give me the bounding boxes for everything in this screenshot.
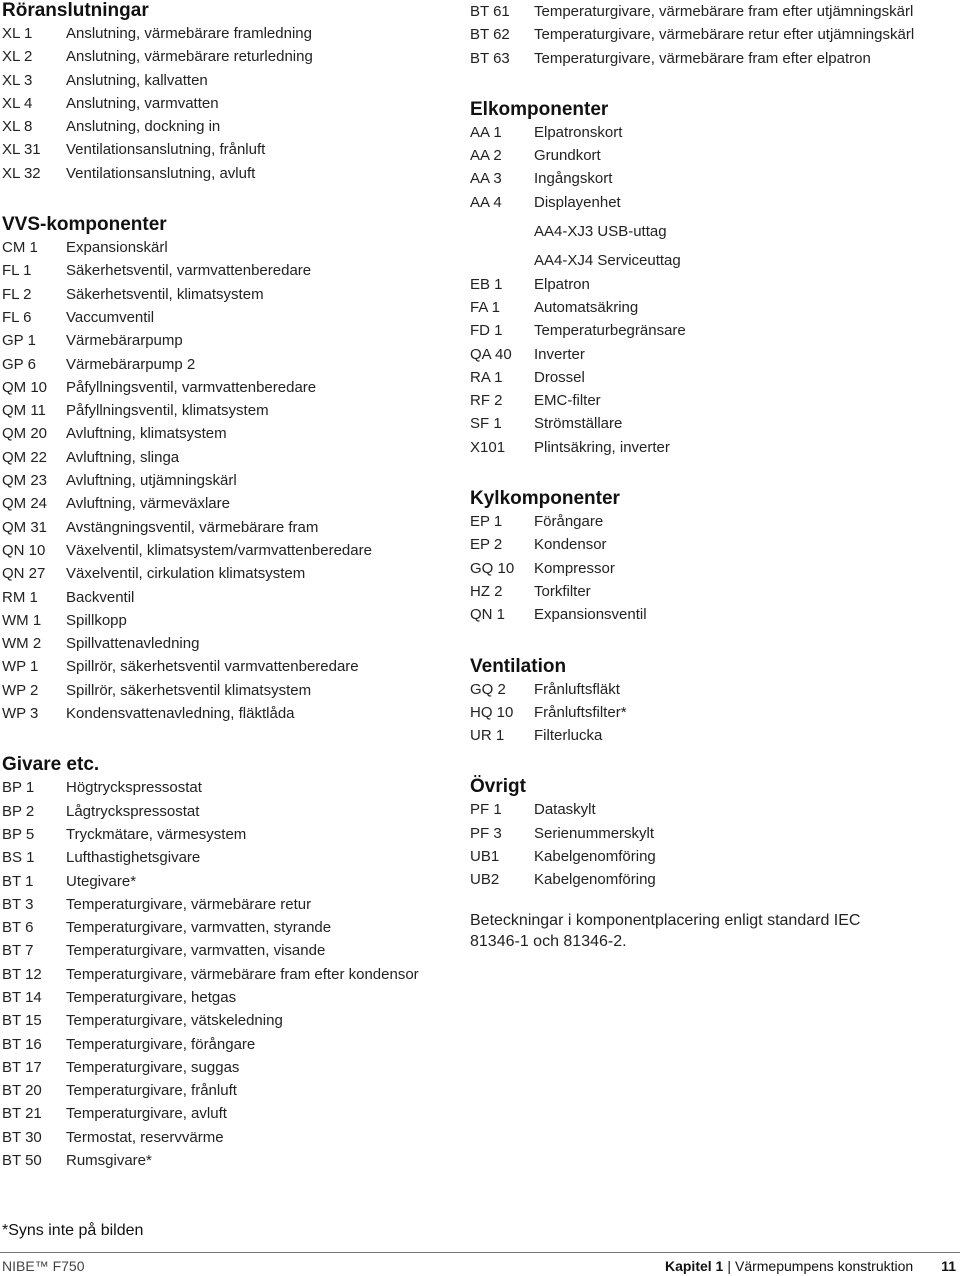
- component-description: Avstängningsventil, värmebärare fram: [66, 518, 319, 536]
- component-code: EP 1: [470, 513, 503, 531]
- component-code: BT 20: [2, 1082, 42, 1100]
- right-column: [470, 0, 920, 968]
- component-code: BT 21: [2, 1105, 42, 1123]
- section-title-ovrigt: Övrigt: [470, 776, 526, 798]
- component-description: Elpatronskort: [534, 123, 623, 141]
- component-code: X101: [470, 438, 506, 456]
- component-description: Värmebärarpump 2: [66, 355, 196, 373]
- list-item: [2, 986, 442, 1009]
- component-code: HZ 2: [470, 582, 503, 600]
- list-item: [470, 273, 920, 296]
- list-item: [470, 533, 920, 556]
- list-item: [470, 822, 920, 845]
- component-code: GP 6: [2, 355, 36, 373]
- list-item: [470, 167, 920, 190]
- component-code: AA 2: [470, 147, 502, 165]
- list-item: [2, 399, 442, 422]
- list-item: [2, 1102, 442, 1125]
- component-description: Backventil: [66, 588, 135, 606]
- component-code: WP 1: [2, 658, 39, 676]
- component-code: XL 3: [2, 71, 33, 89]
- component-code: UB1: [470, 848, 500, 866]
- list-item: [470, 678, 920, 701]
- component-description: Lufthastighetsgivare: [66, 849, 201, 867]
- list-item: [470, 121, 920, 144]
- component-description: Spillrör, säkerhetsventil varmvattenberedare: [66, 658, 359, 676]
- list-item: [470, 557, 920, 580]
- list-item: [470, 724, 920, 747]
- list-item: [2, 679, 442, 702]
- section-title-kylkomponenter: Kylkomponenter: [470, 488, 620, 510]
- footer-divider: [0, 1252, 960, 1253]
- list-vvs: [2, 236, 442, 725]
- list-item: [2, 1009, 442, 1032]
- component-code: PF 1: [470, 801, 502, 819]
- component-code: QM 11: [2, 402, 46, 420]
- list-item: [470, 144, 920, 167]
- list-elkomponenter: [470, 121, 920, 459]
- footnote: *Syns inte på bilden: [2, 1222, 144, 1239]
- list-item: [2, 702, 442, 725]
- list-item: [2, 329, 442, 352]
- list-item: [470, 23, 920, 46]
- component-code: QM 31: [2, 518, 48, 536]
- component-description: Dataskylt: [534, 801, 596, 819]
- component-code: BT 30: [2, 1128, 42, 1146]
- list-item: [470, 412, 920, 435]
- list-item: [2, 353, 442, 376]
- component-code: AA 4: [470, 193, 502, 211]
- component-description: Spillvattenavledning: [66, 635, 200, 653]
- component-description: Säkerhetsventil, klimatsystem: [66, 285, 264, 303]
- component-code: [470, 249, 534, 272]
- component-description: Temperaturbegränsare: [534, 322, 686, 340]
- component-code: QN 27: [2, 565, 46, 583]
- component-code: XL 32: [2, 164, 41, 182]
- list-item: [2, 236, 442, 259]
- component-description: Lågtryckspressostat: [66, 802, 200, 820]
- component-description: Torkfilter: [534, 582, 591, 600]
- component-code: BP 1: [2, 779, 35, 797]
- component-description: Termostat, reservvärme: [66, 1128, 224, 1146]
- component-code: BT 16: [2, 1035, 42, 1053]
- component-code: XL 1: [2, 25, 33, 42]
- list-item: [2, 376, 442, 399]
- component-code: EB 1: [470, 275, 503, 293]
- component-code: QM 22: [2, 448, 48, 466]
- list-item: [2, 939, 442, 962]
- list-item: [2, 586, 442, 609]
- component-description: AA4-XJ3 USB-uttag: [534, 223, 667, 241]
- component-description: Ventilationsanslutning, avluft: [66, 164, 256, 182]
- component-description: Avluftning, utjämningskärl: [66, 472, 237, 490]
- component-code: UR 1: [470, 727, 505, 745]
- component-code: GQ 2: [470, 680, 506, 698]
- component-description: Temperaturgivare, värmebärare fram efter kondensor: [66, 965, 419, 983]
- section-title-givare: Givare etc.: [2, 754, 100, 776]
- component-code: SF 1: [470, 415, 502, 433]
- list-roranslutningar: [2, 22, 442, 185]
- list-item: [2, 1126, 442, 1149]
- component-code: AA 1: [470, 123, 502, 141]
- component-description: Avluftning, värmeväxlare: [66, 495, 230, 513]
- component-description: Expansionskärl: [66, 239, 168, 257]
- component-code: BP 5: [2, 825, 35, 843]
- component-code: BT 14: [2, 988, 42, 1006]
- component-description: Temperaturgivare, vätskeledning: [66, 1012, 283, 1030]
- component-code: QM 23: [2, 472, 48, 490]
- component-description: Filterlucka: [534, 727, 603, 745]
- footer-chapter-title: Värmepumpens konstruktion: [734, 1258, 914, 1274]
- list-item: [2, 45, 442, 68]
- list-item: [2, 22, 442, 45]
- component-code: WP 3: [2, 705, 39, 723]
- section-title-elkomponenter: Elkomponenter: [470, 98, 609, 120]
- component-code: QM 20: [2, 425, 48, 443]
- component-code: FD 1: [470, 322, 503, 340]
- component-code: XL 8: [2, 118, 33, 136]
- list-item: [470, 191, 920, 214]
- component-code: BT 61: [470, 3, 510, 20]
- component-code: QM 10: [2, 378, 48, 396]
- component-code: BT 1: [2, 872, 34, 890]
- component-description: Plintsäkring, inverter: [534, 438, 670, 456]
- list-item: [2, 1079, 442, 1102]
- component-description: Inverter: [534, 345, 585, 363]
- list-item: [2, 609, 442, 632]
- component-code: BS 1: [2, 849, 35, 867]
- component-description: Kabelgenomföring: [534, 848, 656, 866]
- list-item: [2, 115, 442, 138]
- component-code: XL 31: [2, 141, 41, 159]
- component-description: AA4-XJ4 Serviceuttag: [534, 252, 681, 270]
- list-item: [2, 422, 442, 445]
- list-item: [2, 1149, 442, 1172]
- list-item: [470, 603, 920, 626]
- list-item: [470, 868, 920, 891]
- list-item: [2, 870, 442, 893]
- component-code: RA 1: [470, 368, 503, 386]
- component-code: QN 1: [470, 606, 506, 624]
- component-description: Tryckmätare, värmesystem: [66, 825, 247, 843]
- component-description: Displayenhet: [534, 193, 621, 211]
- list-item: [470, 47, 920, 70]
- component-description: Förångare: [534, 513, 604, 531]
- list-item: [2, 655, 442, 678]
- component-code: WP 2: [2, 681, 39, 699]
- component-code: FL 1: [2, 262, 32, 280]
- component-code: XL 2: [2, 48, 33, 66]
- component-code: GP 1: [2, 332, 36, 350]
- list-item: [2, 823, 442, 846]
- component-description: Kompressor: [534, 559, 615, 577]
- component-code: QA 40: [470, 345, 512, 363]
- list-kylkomponenter: [470, 510, 920, 626]
- list-item: [2, 492, 442, 515]
- component-description: Anslutning, varmvatten: [66, 94, 219, 112]
- component-code: BT 50: [2, 1152, 42, 1170]
- component-code: QM 24: [2, 495, 48, 513]
- component-description: Expansionsventil: [534, 606, 647, 624]
- list-givare-cont: [470, 0, 920, 70]
- component-description: Rumsgivare*: [66, 1152, 152, 1170]
- component-code: BT 62: [470, 26, 510, 44]
- component-description: Drossel: [534, 368, 585, 386]
- component-code: BT 12: [2, 965, 42, 983]
- component-code: FL 2: [2, 285, 32, 303]
- component-code: [470, 220, 534, 243]
- component-description: Spillrör, säkerhetsventil klimatsystem: [66, 681, 312, 699]
- list-item: [2, 846, 442, 869]
- page-footer: [0, 1256, 960, 1276]
- list-item: [2, 516, 442, 539]
- component-description: Ventilationsanslutning, frånluft: [66, 141, 266, 159]
- component-description: EMC-filter: [534, 392, 601, 410]
- component-code: BT 7: [2, 942, 34, 960]
- list-item: [470, 798, 920, 821]
- component-description: Avluftning, slinga: [66, 448, 180, 466]
- list-item: [2, 283, 442, 306]
- component-description: Anslutning, värmebärare returledning: [66, 48, 313, 66]
- list-item: [2, 69, 442, 92]
- component-description: Temperaturgivare, varmvatten, styrande: [66, 919, 332, 937]
- component-description: Temperaturgivare, värmebärare retur: [66, 895, 312, 913]
- component-description: Temperaturgivare, hetgas: [66, 988, 237, 1006]
- component-code: BP 2: [2, 802, 35, 820]
- component-code: XL 4: [2, 94, 33, 112]
- component-description: Temperaturgivare, värmebärare fram efter elpatron: [534, 49, 871, 67]
- component-description: Vaccumventil: [66, 308, 155, 326]
- list-item: [2, 963, 442, 986]
- list-item: [2, 776, 442, 799]
- component-code: BT 15: [2, 1012, 42, 1030]
- list-item: [2, 893, 442, 916]
- list-ovrigt: [470, 798, 920, 891]
- list-item: [2, 916, 442, 939]
- component-code: BT 3: [2, 895, 34, 913]
- list-item: [2, 446, 442, 469]
- component-code: BT 17: [2, 1058, 42, 1076]
- list-item: [470, 249, 920, 272]
- component-description: Kondensvattenavledning, fläktlåda: [66, 705, 295, 723]
- footer-chapter-label: Kapitel 1: [664, 1258, 724, 1274]
- list-item: [470, 701, 920, 724]
- component-code: WM 1: [2, 611, 42, 629]
- component-description: Säkerhetsventil, varmvattenberedare: [66, 262, 312, 280]
- footer-product: NIBE™ F750: [2, 1258, 85, 1274]
- list-item: [2, 632, 442, 655]
- section-title-roranslutningar: Röranslutningar: [2, 0, 149, 21]
- component-description: Anslutning, dockning in: [66, 118, 221, 136]
- component-description: Spillkopp: [66, 611, 127, 629]
- section-title-ventilation: Ventilation: [470, 655, 567, 677]
- component-code: RF 2: [470, 392, 503, 410]
- list-item: [470, 296, 920, 319]
- component-description: Ingångskort: [534, 170, 613, 188]
- component-description: Temperaturgivare, värmebärare fram efter utjämningskärl: [534, 3, 914, 20]
- list-item: [2, 562, 442, 585]
- component-description: Högtryckspressostat: [66, 779, 202, 797]
- list-item: [470, 220, 920, 243]
- component-description: Frånluftsfläkt: [534, 680, 620, 698]
- footer-chapter: [665, 1258, 956, 1274]
- left-column: [2, 0, 442, 1172]
- component-description: Kondensor: [534, 536, 607, 554]
- component-code: AA 3: [470, 170, 502, 188]
- footer-separator: |: [727, 1258, 731, 1274]
- list-item: [2, 469, 442, 492]
- component-code: FL 6: [2, 308, 32, 326]
- list-item: [470, 436, 920, 459]
- component-description: Växelventil, cirkulation klimatsystem: [66, 565, 306, 583]
- list-item: [2, 306, 442, 329]
- list-givare: [2, 776, 442, 1172]
- component-description: Serienummerskylt: [534, 824, 655, 842]
- list-item: [470, 0, 920, 23]
- list-ventilation: [470, 678, 920, 748]
- component-code: QN 10: [2, 541, 46, 559]
- list-item: [470, 580, 920, 603]
- list-item: [2, 138, 442, 161]
- component-description: Temperaturgivare, förångare: [66, 1035, 256, 1053]
- page-number: 11: [941, 1258, 956, 1274]
- list-item: [2, 162, 442, 185]
- component-description: Strömställare: [534, 415, 623, 433]
- component-code: GQ 10: [470, 559, 515, 577]
- list-item: [2, 1056, 442, 1079]
- component-code: BT 63: [470, 49, 510, 67]
- component-code: PF 3: [470, 824, 502, 842]
- component-description: Temperaturgivare, avluft: [66, 1105, 227, 1123]
- list-item: [2, 800, 442, 823]
- list-item: [470, 389, 920, 412]
- component-description: Temperaturgivare, frånluft: [66, 1082, 237, 1100]
- list-item: [2, 539, 442, 562]
- component-code: CM 1: [2, 239, 38, 257]
- list-item: [2, 92, 442, 115]
- component-code: RM 1: [2, 588, 38, 606]
- component-description: Temperaturgivare, suggas: [66, 1058, 240, 1076]
- component-description: Anslutning, värmebärare framledning: [66, 25, 312, 42]
- component-description: Frånluftsfilter*: [534, 703, 627, 721]
- component-description: Temperaturgivare, värmebärare retur efter utjämningskärl: [534, 26, 915, 44]
- component-code: WM 2: [2, 635, 42, 653]
- section-title-vvs: VVS-komponenter: [2, 214, 167, 236]
- component-description: Utegivare*: [66, 872, 137, 890]
- component-description: Automatsäkring: [534, 298, 639, 316]
- component-code: FA 1: [470, 298, 501, 316]
- list-item: [2, 259, 442, 282]
- component-description: Grundkort: [534, 147, 601, 165]
- component-code: BT 6: [2, 919, 34, 937]
- component-code: UB2: [470, 871, 500, 889]
- list-item: [470, 510, 920, 533]
- standard-note: Beteckningar i komponentplacering enligt standard IEC 81346-1 och 81346-2.: [470, 911, 861, 950]
- component-description: Avluftning, klimatsystem: [66, 425, 227, 443]
- list-item: [470, 343, 920, 366]
- list-item: [470, 366, 920, 389]
- component-description: Anslutning, kallvatten: [66, 71, 208, 89]
- list-item: [470, 845, 920, 868]
- component-description: Påfyllningsventil, klimatsystem: [66, 402, 269, 420]
- component-description: Växelventil, klimatsystem/varmvattenberedare: [66, 541, 372, 559]
- list-item: [470, 319, 920, 342]
- component-description: Elpatron: [534, 275, 590, 293]
- component-code: HQ 10: [470, 703, 514, 721]
- component-description: Kabelgenomföring: [534, 871, 656, 889]
- list-item: [2, 1033, 442, 1056]
- component-code: EP 2: [470, 536, 503, 554]
- component-description: Påfyllningsventil, varmvattenberedare: [66, 378, 317, 396]
- component-description: Värmebärarpump: [66, 332, 183, 350]
- component-description: Temperaturgivare, varmvatten, visande: [66, 942, 326, 960]
